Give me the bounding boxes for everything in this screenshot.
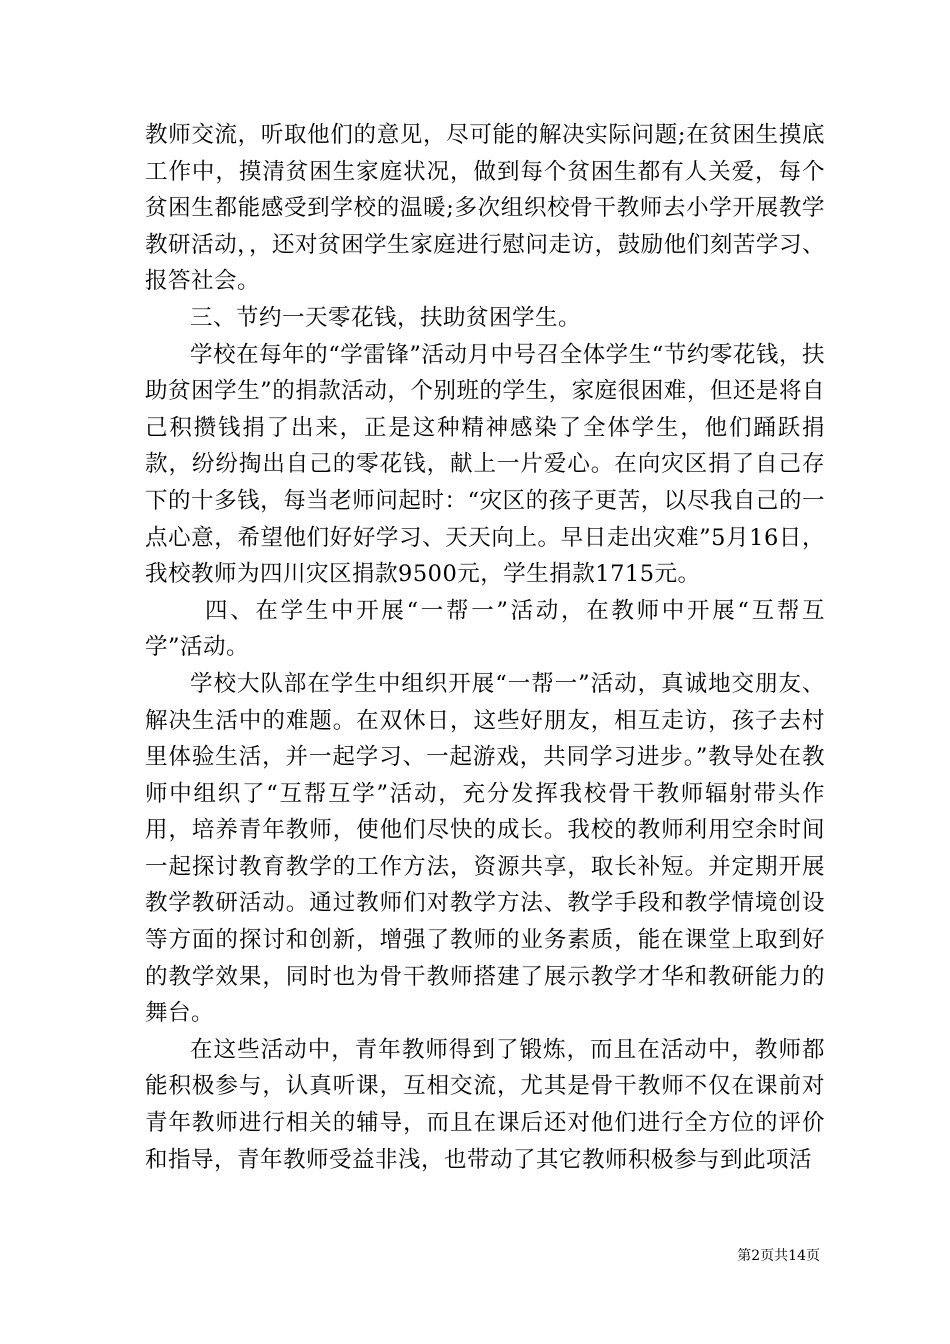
section-heading-4: 四、在学生中开展“一帮一”活动，在教师中开展“互帮互学”活动。: [145, 597, 825, 661]
paragraph-activities: 在这些活动中，青年教师得到了锻炼，而且在活动中，教师都能积极参与，认真听课，互相交流，尤其是骨干教师不仅在课前对青年教师进行相关的辅导，而且在课后还对他们进行全方位的评价和指导，青年教师受益非浅，也带动了其它教师积极参与到此项活: [145, 1036, 825, 1173]
page-number-footer: 第2页共14页: [737, 1248, 820, 1264]
paragraph-donation: 学校在每年的“学雷锋”活动月中号召全体学生“节约零花钱，扶助贫困学生”的捐款活动，个别班的学生，家庭很困难，但还是将自己积攒钱捐了出来，正是这种精神感染了全体学生，他们踊跃捐款，纷纷掏出自己的零花钱，献上一片爱心。在向灾区捐了自己存下的十多钱，每当老师问起时：“灾区的孩子更苦，以尽我自己的一点心意，希望他们好好学习、天天向上。早日走出灾难”5月16日，我校教师为四川灾区捐款9500元，学生捐款1715元。: [145, 341, 825, 588]
paragraph-continued: 教师交流，听取他们的意见，尽可能的解决实际问题;在贫困生摸底工作中，摸清贫困生家庭状况，做到每个贫困生都有人关爱，每个贫困生都能感受到学校的温暖;多次组织校骨干教师去小学开展教学教研活动，，还对贫困学生家庭进行慰问走访，鼓励他们刻苦学习、报答社会。: [145, 122, 825, 295]
paragraph-mutual-help: 学校大队部在学生中组织开展“一帮一”活动，真诚地交朋友、解决生活中的难题。在双休日，这些好朋友，相互走访，孩子去村里体验生活，并一起学习、一起游戏，共同学习进步。”教导处在教师中组织了“互帮互学”活动，充分发挥我校骨干教师辐射带头作用，培养青年教师，使他们尽快的成长。我校的教师利用空余时间一起探讨教育教学的工作方法，资源共享，取长补短。并定期开展教学教研活动。通过教师们对教学方法、教学手段和教学情境创设等方面的探讨和创新，增强了教师的业务素质，能在课堂上取到好的教学效果，同时也为骨干教师搭建了展示教学才华和教研能力的舞台。: [145, 670, 825, 1027]
document-body: [145, 117, 825, 1178]
section-heading-3: 三、节约一天零花钱，扶助贫困学生。: [190, 304, 582, 331]
